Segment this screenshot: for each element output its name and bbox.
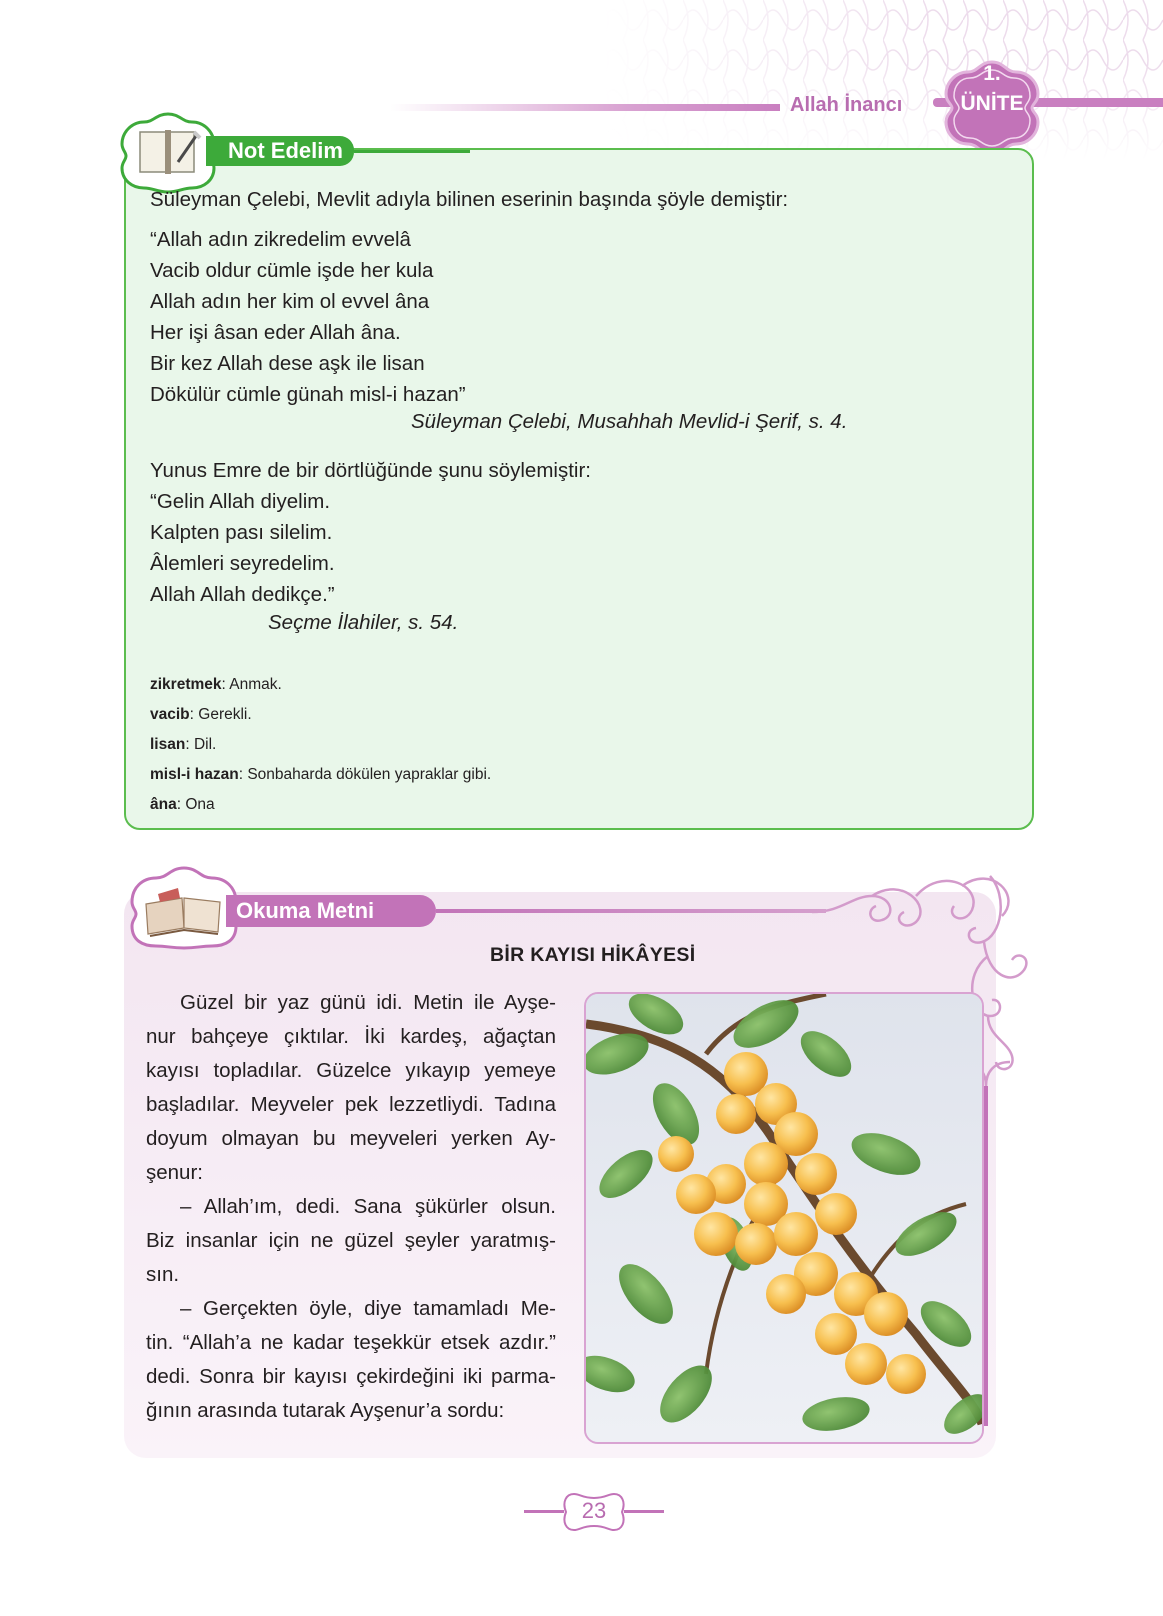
glossary-entry: zikretmek: Anmak.: [150, 676, 282, 693]
note-intro-2: Yunus Emre de bir dörtlüğünde şunu söylemiştir:: [150, 459, 591, 482]
notebook-icon: [118, 110, 218, 194]
story-line: kayısı topladılar. Güzelce yıkayıp yemeye: [146, 1059, 556, 1082]
glossary-term: zikretmek: [150, 676, 222, 693]
story-line: şenur:: [146, 1161, 203, 1184]
poem2-line: “Gelin Allah diyelim.: [150, 490, 331, 513]
glossary-entry: vacib: Gerekli.: [150, 706, 252, 723]
poem1-line: “Allah adın zikredelim evvelâ: [150, 228, 411, 251]
poem1-line: Dökülür cümle günah misl-i hazan”: [150, 383, 466, 406]
story-line: nur bahçeye çıktılar. İki kardeş, ağaçtan: [146, 1025, 556, 1048]
page-number-rule-right: [624, 1510, 664, 1513]
story-line: sın.: [146, 1263, 180, 1286]
glossary-term: âna: [150, 796, 177, 813]
story-line: Biz insanlar için ne güzel şeyler yaratmış-: [146, 1229, 556, 1252]
story-line: Güzel bir yaz günü idi. Metin ile Ayşe-: [180, 991, 556, 1014]
glossary-definition: Anmak.: [229, 676, 282, 693]
story-line: doyum olmayan bu meyveleri yerken Ay-: [146, 1127, 556, 1150]
reading-tab-label: Okuma Metni: [226, 895, 436, 927]
page-number-rule-left: [524, 1510, 564, 1513]
poem2-line: Kalpten pası silelim.: [150, 521, 333, 544]
poem1-source: Süleyman Çelebi, Musahhah Mevlid-i Şerif, s. 4.: [411, 410, 848, 433]
poem2-line: Allah Allah dedikçe.”: [150, 583, 335, 606]
glossary-definition: Ona: [185, 796, 215, 813]
glossary-definition: Sonbaharda dökülen yapraklar gibi.: [247, 766, 492, 783]
note-tab-label: Not Edelim: [206, 136, 354, 166]
poem1-line: Allah adın her kim ol evvel âna: [150, 290, 430, 313]
header-decorative-pattern: [603, 0, 1163, 160]
apricot-branch-illustration: [586, 994, 982, 1442]
poem1-line: Her işi âsan eder Allah âna.: [150, 321, 401, 344]
glossary-term: misl-i hazan: [150, 766, 239, 783]
story-title: BİR KAYISI HİKÂYESİ: [490, 944, 696, 966]
poem1-line: Vacib oldur cümle işde her kula: [150, 259, 434, 282]
glossary-entry: lisan: Dil.: [150, 736, 217, 753]
poem2-line: Âlemleri seyredelim.: [150, 552, 335, 575]
unit-label: ÜNİTE: [960, 92, 1024, 115]
open-book-icon: [128, 864, 240, 950]
glossary-entry: âna: Ona: [150, 796, 215, 813]
glossary-definition: Gerekli.: [198, 706, 252, 723]
glossary-term: lisan: [150, 736, 186, 753]
glossary-term: vacib: [150, 706, 190, 723]
poem2-source: Seçme İlahiler, s. 54.: [268, 611, 459, 634]
unit-number: 1.: [983, 62, 1001, 85]
story-line: – Gerçekten öyle, diye tamamladı Me-: [180, 1297, 556, 1320]
story-line: başladılar. Meyveler pek lezzetliydi. Tadına: [146, 1093, 556, 1116]
note-tab-rule: [354, 150, 470, 153]
page-number: 23: [581, 1498, 607, 1523]
story-line: – Allah’ım, dedi. Sana şükürler olsun.: [180, 1195, 556, 1218]
glossary-entry: misl-i hazan: Sonbaharda dökülen yapraklar gibi.: [150, 766, 492, 783]
story-line: ğının arasında tutarak Ayşenur’a sordu:: [146, 1399, 505, 1422]
header-rule: [390, 104, 780, 111]
story-line: tin. “Allah’a ne kadar teşekkür etsek azdır.”: [146, 1331, 556, 1354]
note-intro: Süleyman Çelebi, Mevlit adıyla bilinen eserinin başında şöyle demiştir:: [150, 188, 789, 211]
story-line: dedi. Sonra bir kayısı çekirdeğini iki parma-: [146, 1365, 556, 1388]
section-title: Allah İnancı: [790, 94, 903, 116]
glossary-definition: Dil.: [193, 736, 217, 753]
poem1-line: Bir kez Allah dese aşk ile lisan: [150, 352, 425, 375]
apricot-photo: [584, 992, 984, 1444]
reading-tab-rule: [436, 909, 826, 913]
